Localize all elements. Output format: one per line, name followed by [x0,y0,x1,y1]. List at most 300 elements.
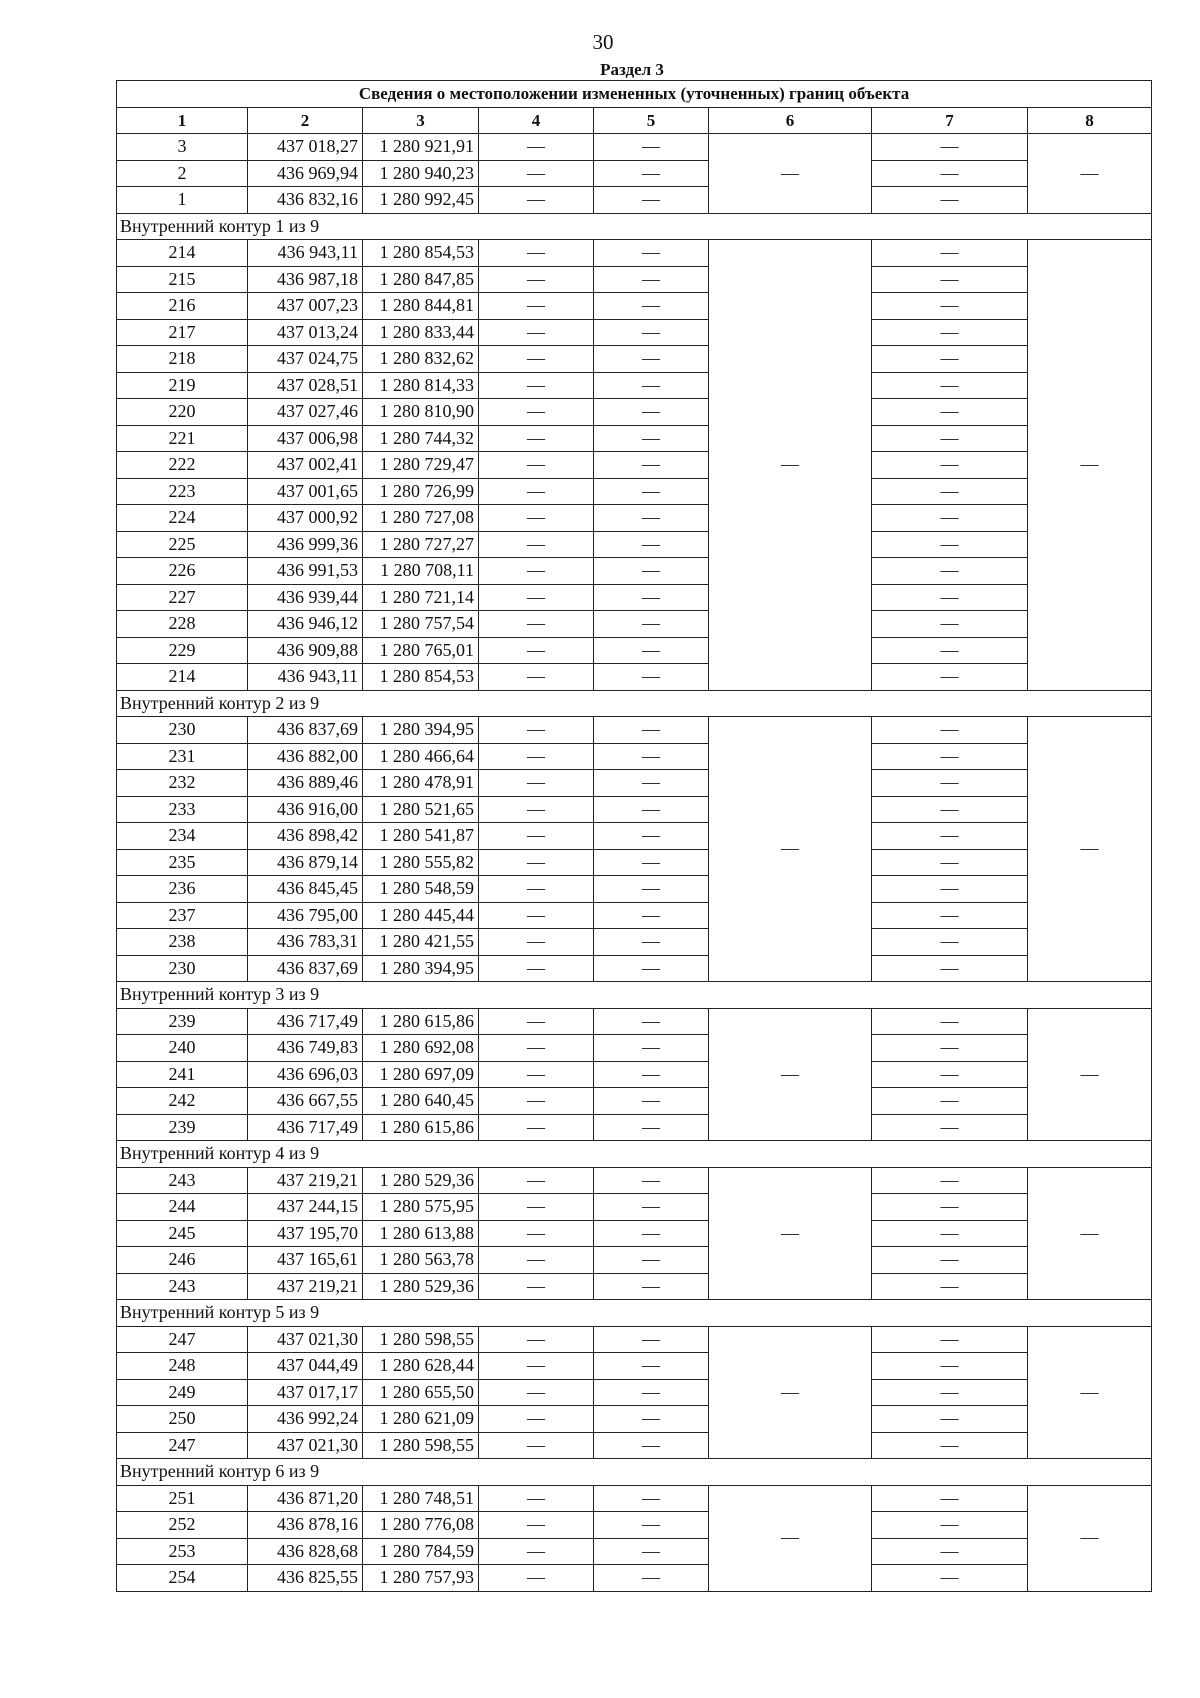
x-coordinate-cell: 437 195,70 [248,1220,363,1247]
dash-cell: — [594,1061,709,1088]
dash-cell: — [594,293,709,320]
dash-cell: — [594,319,709,346]
point-number-cell: 237 [117,902,248,929]
table-row [117,1485,1152,1512]
dash-cell: — [872,1379,1028,1406]
dash-cell: — [479,1406,594,1433]
table-row [117,1194,1152,1221]
dash-cell: — [479,1114,594,1141]
table-row [117,1565,1152,1592]
table-row [117,1220,1152,1247]
dash-cell: — [872,1538,1028,1565]
x-coordinate-cell: 436 667,55 [248,1088,363,1115]
dash-cell: — [594,531,709,558]
y-coordinate-cell: 1 280 854,53 [363,664,479,691]
dash-cell: — [594,849,709,876]
contour-label: Внутренний контур 1 из 9 [117,213,1152,240]
dash-cell: — [594,1485,709,1512]
dash-cell: — [479,1061,594,1088]
dash-cell: — [872,266,1028,293]
point-number-cell: 220 [117,399,248,426]
dash-cell: — [872,531,1028,558]
x-coordinate-cell: 436 916,00 [248,796,363,823]
dash-cell: — [594,1008,709,1035]
point-number-cell: 238 [117,929,248,956]
y-coordinate-cell: 1 280 615,86 [363,1114,479,1141]
dash-cell: — [872,134,1028,161]
point-number-cell: 216 [117,293,248,320]
merged-dash-cell: — [709,1485,872,1591]
contour-label-row [117,1459,1152,1486]
y-coordinate-cell: 1 280 466,64 [363,743,479,770]
x-coordinate-cell: 436 871,20 [248,1485,363,1512]
column-header: 2 [248,107,363,134]
contour-label-row [117,690,1152,717]
dash-cell: — [479,664,594,691]
column-header: 3 [363,107,479,134]
dash-cell: — [479,1088,594,1115]
point-number-cell: 2 [117,160,248,187]
dash-cell: — [479,637,594,664]
y-coordinate-cell: 1 280 598,55 [363,1326,479,1353]
dash-cell: — [872,849,1028,876]
dash-cell: — [594,1406,709,1433]
dash-cell: — [479,478,594,505]
point-number-cell: 243 [117,1167,248,1194]
contour-label: Внутренний контур 4 из 9 [117,1141,1152,1168]
table-row [117,849,1152,876]
table-row [117,134,1152,161]
contour-label: Внутренний контур 3 из 9 [117,982,1152,1009]
point-number-cell: 232 [117,770,248,797]
dash-cell: — [594,266,709,293]
dash-cell: — [479,902,594,929]
y-coordinate-cell: 1 280 847,85 [363,266,479,293]
dash-cell: — [872,478,1028,505]
table-row [117,770,1152,797]
dash-cell: — [594,611,709,638]
point-number-cell: 254 [117,1565,248,1592]
dash-cell: — [872,399,1028,426]
table-row [117,399,1152,426]
point-number-cell: 250 [117,1406,248,1433]
table-row [117,266,1152,293]
dash-cell: — [479,1247,594,1274]
x-coordinate-cell: 436 717,49 [248,1114,363,1141]
dash-cell: — [479,1565,594,1592]
dash-cell: — [872,452,1028,479]
point-number-cell: 234 [117,823,248,850]
dash-cell: — [594,1565,709,1592]
dash-cell: — [872,425,1028,452]
dash-cell: — [479,293,594,320]
table-row [117,584,1152,611]
dash-cell: — [872,1432,1028,1459]
dash-cell: — [594,1353,709,1380]
merged-dash-cell: — [1028,1167,1152,1300]
table-row [117,293,1152,320]
y-coordinate-cell: 1 280 833,44 [363,319,479,346]
dash-cell: — [872,240,1028,267]
dash-cell: — [479,240,594,267]
dash-cell: — [872,876,1028,903]
x-coordinate-cell: 436 696,03 [248,1061,363,1088]
point-number-cell: 230 [117,717,248,744]
dash-cell: — [594,1326,709,1353]
y-coordinate-cell: 1 280 421,55 [363,929,479,956]
dash-cell: — [479,1194,594,1221]
point-number-cell: 247 [117,1326,248,1353]
dash-cell: — [479,266,594,293]
column-header: 1 [117,107,248,134]
dash-cell: — [479,796,594,823]
x-coordinate-cell: 436 878,16 [248,1512,363,1539]
table-row [117,902,1152,929]
y-coordinate-cell: 1 280 640,45 [363,1088,479,1115]
dash-cell: — [594,134,709,161]
y-coordinate-cell: 1 280 832,62 [363,346,479,373]
y-coordinate-cell: 1 280 478,91 [363,770,479,797]
table-row [117,664,1152,691]
dash-cell: — [479,743,594,770]
point-number-cell: 221 [117,425,248,452]
y-coordinate-cell: 1 280 613,88 [363,1220,479,1247]
dash-cell: — [594,1273,709,1300]
table-row [117,1538,1152,1565]
merged-dash-cell: — [709,240,872,691]
table-row [117,955,1152,982]
merged-dash-cell: — [709,134,872,214]
table-header-row [117,107,1152,134]
x-coordinate-cell: 436 879,14 [248,849,363,876]
x-coordinate-cell: 437 244,15 [248,1194,363,1221]
dash-cell: — [594,1538,709,1565]
y-coordinate-cell: 1 280 394,95 [363,717,479,744]
point-number-cell: 233 [117,796,248,823]
y-coordinate-cell: 1 280 757,54 [363,611,479,638]
x-coordinate-cell: 436 999,36 [248,531,363,558]
point-number-cell: 215 [117,266,248,293]
dash-cell: — [479,558,594,585]
y-coordinate-cell: 1 280 748,51 [363,1485,479,1512]
x-coordinate-cell: 437 002,41 [248,452,363,479]
dash-cell: — [872,293,1028,320]
dash-cell: — [872,584,1028,611]
x-coordinate-cell: 436 969,94 [248,160,363,187]
dash-cell: — [479,929,594,956]
point-number-cell: 231 [117,743,248,770]
dash-cell: — [872,955,1028,982]
dash-cell: — [479,611,594,638]
dash-cell: — [479,531,594,558]
merged-dash-cell: — [709,1008,872,1141]
table-row [117,743,1152,770]
table-row [117,1432,1152,1459]
x-coordinate-cell: 437 017,17 [248,1379,363,1406]
point-number-cell: 228 [117,611,248,638]
y-coordinate-cell: 1 280 555,82 [363,849,479,876]
dash-cell: — [594,1167,709,1194]
dash-cell: — [872,505,1028,532]
y-coordinate-cell: 1 280 708,11 [363,558,479,585]
dash-cell: — [594,929,709,956]
dash-cell: — [872,770,1028,797]
x-coordinate-cell: 436 991,53 [248,558,363,585]
x-coordinate-cell: 436 889,46 [248,770,363,797]
dash-cell: — [479,346,594,373]
table-row [117,1088,1152,1115]
dash-cell: — [872,1512,1028,1539]
contour-label-row [117,1141,1152,1168]
point-number-cell: 1 [117,187,248,214]
y-coordinate-cell: 1 280 697,09 [363,1061,479,1088]
dash-cell: — [872,637,1028,664]
dash-cell: — [479,955,594,982]
y-coordinate-cell: 1 280 814,33 [363,372,479,399]
x-coordinate-cell: 436 939,44 [248,584,363,611]
merged-dash-cell: — [1028,1008,1152,1141]
dash-cell: — [479,372,594,399]
table-row [117,1061,1152,1088]
dash-cell: — [872,1088,1028,1115]
x-coordinate-cell: 437 000,92 [248,505,363,532]
dash-cell: — [479,1035,594,1062]
x-coordinate-cell: 436 837,69 [248,955,363,982]
y-coordinate-cell: 1 280 765,01 [363,637,479,664]
table-row [117,929,1152,956]
point-number-cell: 229 [117,637,248,664]
table-row [117,637,1152,664]
y-coordinate-cell: 1 280 621,09 [363,1406,479,1433]
point-number-cell: 223 [117,478,248,505]
y-coordinate-cell: 1 280 721,14 [363,584,479,611]
dash-cell: — [594,902,709,929]
dash-cell: — [594,1035,709,1062]
dash-cell: — [479,584,594,611]
x-coordinate-cell: 436 825,55 [248,1565,363,1592]
dash-cell: — [479,1220,594,1247]
y-coordinate-cell: 1 280 757,93 [363,1565,479,1592]
column-header: 5 [594,107,709,134]
dash-cell: — [872,1406,1028,1433]
dash-cell: — [594,1432,709,1459]
dash-cell: — [594,558,709,585]
table-body [117,81,1152,1592]
dash-cell: — [872,1114,1028,1141]
dash-cell: — [872,346,1028,373]
y-coordinate-cell: 1 280 529,36 [363,1273,479,1300]
point-number-cell: 249 [117,1379,248,1406]
contour-label-row [117,213,1152,240]
dash-cell: — [479,1353,594,1380]
y-coordinate-cell: 1 280 810,90 [363,399,479,426]
y-coordinate-cell: 1 280 575,95 [363,1194,479,1221]
contour-label: Внутренний контур 5 из 9 [117,1300,1152,1327]
x-coordinate-cell: 436 946,12 [248,611,363,638]
dash-cell: — [479,1326,594,1353]
y-coordinate-cell: 1 280 394,95 [363,955,479,982]
table-row [117,823,1152,850]
dash-cell: — [594,717,709,744]
dash-cell: — [594,452,709,479]
x-coordinate-cell: 436 898,42 [248,823,363,850]
table-row [117,1035,1152,1062]
x-coordinate-cell: 437 007,23 [248,293,363,320]
merged-dash-cell: — [1028,717,1152,982]
dash-cell: — [872,1326,1028,1353]
x-coordinate-cell: 437 006,98 [248,425,363,452]
x-coordinate-cell: 436 882,00 [248,743,363,770]
point-number-cell: 222 [117,452,248,479]
dash-cell: — [594,372,709,399]
y-coordinate-cell: 1 280 784,59 [363,1538,479,1565]
dash-cell: — [872,743,1028,770]
table-row [117,425,1152,452]
point-number-cell: 243 [117,1273,248,1300]
x-coordinate-cell: 436 749,83 [248,1035,363,1062]
point-number-cell: 218 [117,346,248,373]
y-coordinate-cell: 1 280 655,50 [363,1379,479,1406]
x-coordinate-cell: 437 027,46 [248,399,363,426]
x-coordinate-cell: 437 013,24 [248,319,363,346]
x-coordinate-cell: 436 943,11 [248,664,363,691]
dash-cell: — [479,1538,594,1565]
dash-cell: — [479,1512,594,1539]
y-coordinate-cell: 1 280 776,08 [363,1512,479,1539]
dash-cell: — [872,1220,1028,1247]
table-row [117,372,1152,399]
dash-cell: — [872,1008,1028,1035]
merged-dash-cell: — [1028,1326,1152,1459]
point-number-cell: 239 [117,1008,248,1035]
table-row [117,1273,1152,1300]
x-coordinate-cell: 436 828,68 [248,1538,363,1565]
table-row [117,505,1152,532]
table-row [117,876,1152,903]
table-row [117,452,1152,479]
point-number-cell: 248 [117,1353,248,1380]
point-number-cell: 226 [117,558,248,585]
y-coordinate-cell: 1 280 744,32 [363,425,479,452]
point-number-cell: 3 [117,134,248,161]
point-number-cell: 230 [117,955,248,982]
contour-label: Внутренний контур 6 из 9 [117,1459,1152,1486]
table-caption-row [117,81,1152,108]
point-number-cell: 240 [117,1035,248,1062]
dash-cell: — [479,876,594,903]
point-number-cell: 247 [117,1432,248,1459]
column-header: 7 [872,107,1028,134]
dash-cell: — [479,823,594,850]
y-coordinate-cell: 1 280 692,08 [363,1035,479,1062]
dash-cell: — [594,1512,709,1539]
x-coordinate-cell: 437 165,61 [248,1247,363,1274]
column-header: 8 [1028,107,1152,134]
dash-cell: — [594,1247,709,1274]
dash-cell: — [872,717,1028,744]
dash-cell: — [872,372,1028,399]
dash-cell: — [872,902,1028,929]
x-coordinate-cell: 437 001,65 [248,478,363,505]
dash-cell: — [594,637,709,664]
point-number-cell: 244 [117,1194,248,1221]
x-coordinate-cell: 436 837,69 [248,717,363,744]
point-number-cell: 253 [117,1538,248,1565]
dash-cell: — [872,1061,1028,1088]
boundary-coordinates-table [116,80,1152,1592]
table-row [117,1406,1152,1433]
dash-cell: — [594,160,709,187]
dash-cell: — [479,319,594,346]
x-coordinate-cell: 436 783,31 [248,929,363,956]
dash-cell: — [872,1485,1028,1512]
point-number-cell: 225 [117,531,248,558]
x-coordinate-cell: 437 024,75 [248,346,363,373]
table-row [117,531,1152,558]
dash-cell: — [594,664,709,691]
dash-cell: — [479,505,594,532]
dash-cell: — [872,1565,1028,1592]
y-coordinate-cell: 1 280 992,45 [363,187,479,214]
point-number-cell: 236 [117,876,248,903]
table-row [117,1167,1152,1194]
column-header: 4 [479,107,594,134]
dash-cell: — [872,558,1028,585]
x-coordinate-cell: 436 845,45 [248,876,363,903]
dash-cell: — [594,399,709,426]
page-number: 30 [592,30,614,54]
dash-cell: — [479,160,594,187]
dash-cell: — [479,1167,594,1194]
point-number-cell: 242 [117,1088,248,1115]
dash-cell: — [594,240,709,267]
table-row [117,796,1152,823]
table-row [117,1379,1152,1406]
dash-cell: — [872,187,1028,214]
y-coordinate-cell: 1 280 445,44 [363,902,479,929]
dash-cell: — [594,1088,709,1115]
y-coordinate-cell: 1 280 726,99 [363,478,479,505]
x-coordinate-cell: 437 219,21 [248,1167,363,1194]
table-row [117,1512,1152,1539]
dash-cell: — [872,160,1028,187]
y-coordinate-cell: 1 280 921,91 [363,134,479,161]
dash-cell: — [594,425,709,452]
y-coordinate-cell: 1 280 727,08 [363,505,479,532]
dash-cell: — [594,743,709,770]
y-coordinate-cell: 1 280 548,59 [363,876,479,903]
dash-cell: — [872,664,1028,691]
point-number-cell: 252 [117,1512,248,1539]
dash-cell: — [872,611,1028,638]
y-coordinate-cell: 1 280 940,23 [363,160,479,187]
contour-label: Внутренний контур 2 из 9 [117,690,1152,717]
point-number-cell: 217 [117,319,248,346]
x-coordinate-cell: 437 021,30 [248,1432,363,1459]
contour-label-row [117,982,1152,1009]
x-coordinate-cell: 436 992,24 [248,1406,363,1433]
x-coordinate-cell: 437 219,21 [248,1273,363,1300]
merged-dash-cell: — [1028,240,1152,691]
y-coordinate-cell: 1 280 563,78 [363,1247,479,1274]
y-coordinate-cell: 1 280 729,47 [363,452,479,479]
x-coordinate-cell: 436 943,11 [248,240,363,267]
point-number-cell: 219 [117,372,248,399]
dash-cell: — [594,1114,709,1141]
table-row [117,346,1152,373]
y-coordinate-cell: 1 280 541,87 [363,823,479,850]
table-row [117,1353,1152,1380]
